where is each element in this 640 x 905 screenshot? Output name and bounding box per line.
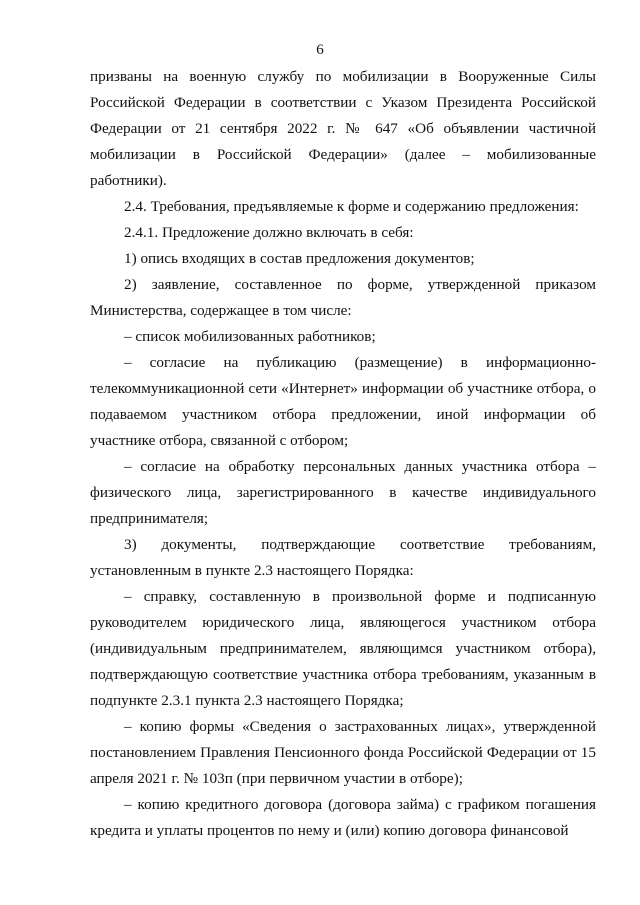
document-body (90, 64, 596, 844)
paragraph: – справку, составленную в произвольной форме и подписанную руководителем юридического лица, являющегося участником отбора (индивидуальным предпринимателем, являющимся участником отбора), подтверждающую соответствие участника отбора требованиям, указанным в подпункте 2.3.1 пункта 2.3 настоящего Порядка; (90, 588, 596, 709)
paragraph: 1) опись входящих в состав предложения документов; (124, 250, 475, 267)
paragraph: 2.4. Требования, предъявляемые к форме и содержанию предложения: (124, 198, 579, 215)
paragraph: – согласие на публикацию (размещение) в информационно-телекоммуникационной сети «Интернет» информации об участнике отбора, о подаваемом участником отбора предложении, иной информации об участнике отбора, связанной с отбором; (90, 354, 596, 449)
paragraph: 2.4.1. Предложение должно включать в себя: (124, 224, 414, 241)
paragraph: – согласие на обработку персональных данных участника отбора – физического лица, зарегистрированного в качестве индивидуального предпринимателя; (90, 458, 596, 527)
paragraph: – список мобилизованных работников; (124, 328, 376, 345)
paragraph: – копию формы «Сведения о застрахованных лицах», утвержденной постановлением Правления Пенсионного фонда Российской Федерации от 15 апреля 2021 г. № 103п (при первичном участии в отборе); (90, 718, 596, 787)
paragraph: 3) документы, подтверждающие соответствие требованиям, установленным в пункте 2.3 настоящего Порядка: (90, 536, 596, 579)
paragraph: призваны на военную службу по мобилизации в Вооруженные Силы Российской Федерации в соответствии с Указом Президента Российской Федерации от 21 сентября 2022 г. № 647 «Об объявлении частичной мобилизации в Российской Федерации» (далее – мобилизованные работники). (90, 68, 596, 189)
page-number: 6 (316, 42, 324, 58)
paragraph: – копию кредитного договора (договора займа) с графиком погашения кредита и уплаты процентов по нему и (или) копию договора финансовой (90, 796, 596, 839)
paragraph: 2) заявление, составленное по форме, утвержденной приказом Министерства, содержащее в том числе: (90, 276, 596, 319)
